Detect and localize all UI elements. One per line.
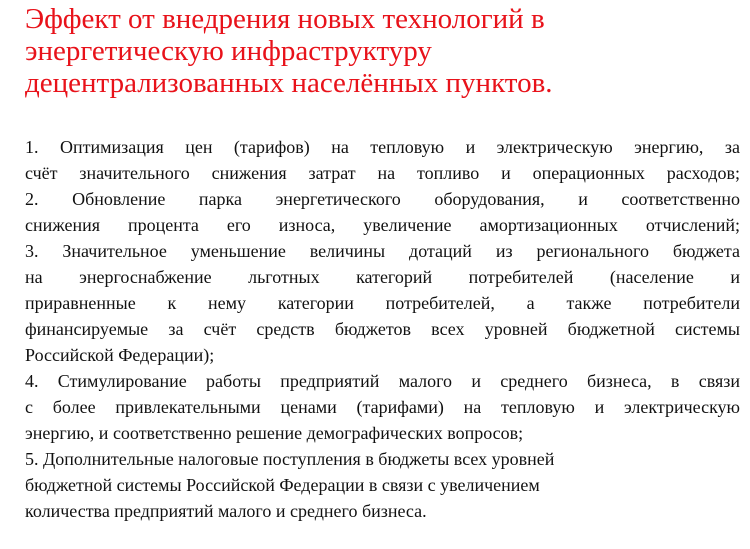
effect-line: приравненные к нему категории потребителей, а также потребители xyxy=(25,293,740,313)
effect-line: количества предприятий малого и среднего бизнеса. xyxy=(25,501,427,521)
slide-title xyxy=(25,3,740,99)
effect-line: 4. Стимулирование работы предприятий малого и среднего бизнеса, в связи xyxy=(25,371,740,391)
effect-line: 1. Оптимизация цен (тарифов) на тепловую и электрическую энергию, за xyxy=(25,137,740,157)
effect-item-5 xyxy=(25,446,740,524)
effect-line: Российской Федерации); xyxy=(25,345,215,365)
effect-line: финансируемые за счёт средств бюджетов всех уровней бюджетной системы xyxy=(25,319,740,339)
slide-title-line: Эффект от внедрения новых технологий в xyxy=(25,3,545,35)
effect-item-4 xyxy=(25,368,740,446)
effect-line: бюджетной системы Российской Федерации в связи с увеличением xyxy=(25,475,540,495)
effect-item-3 xyxy=(25,238,740,368)
effect-line: счёт значительного снижения затрат на топливо и операционных расходов; xyxy=(25,163,740,183)
effect-line: на энергоснабжение льготных категорий потребителей (население и xyxy=(25,267,740,287)
effect-item-2 xyxy=(25,186,740,238)
effect-line: 5. Дополнительные налоговые поступления в бюджеты всех уровней xyxy=(25,449,555,469)
effects-list xyxy=(25,134,740,524)
effect-line: с более привлекательными ценами (тарифами) на тепловую и электрическую xyxy=(25,397,740,417)
effect-line: снижения процента его износа, увеличение амортизационных отчислений; xyxy=(25,215,740,235)
effect-line: 3. Значительное уменьшение величины дотаций из регионального бюджета xyxy=(25,241,740,261)
effect-line: энергию, и соответственно решение демографических вопросов; xyxy=(25,423,524,443)
effect-item-1 xyxy=(25,134,740,186)
slide-title-line: децентрализованных населённых пунктов. xyxy=(25,67,553,99)
effect-line: 2. Обновление парка энергетического оборудования, и соответственно xyxy=(25,189,740,209)
slide-title-line: энергетическую инфраструктуру xyxy=(25,35,432,67)
